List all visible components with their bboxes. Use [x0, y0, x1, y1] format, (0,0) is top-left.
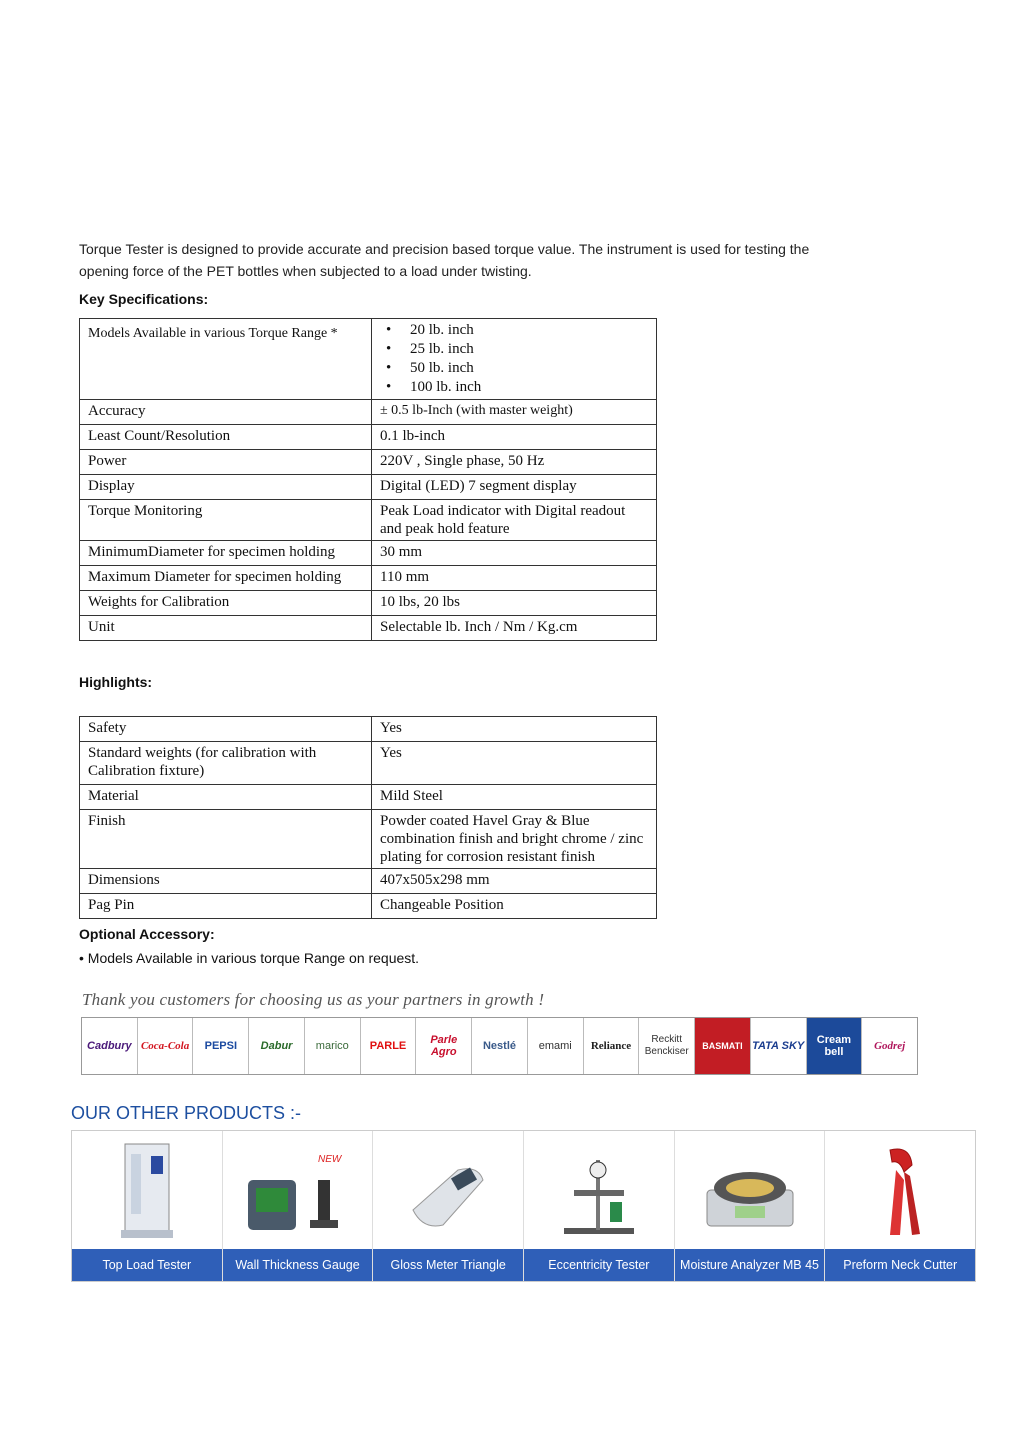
basmati-logo: BASMATI — [695, 1018, 751, 1074]
spec-value: 110 mm — [372, 566, 657, 591]
table-row — [80, 500, 657, 541]
product-card[interactable] — [72, 1131, 223, 1281]
intro-line-1: Torque Tester is designed to provide accurate and precision based torque value. The instrument is used for testing the — [79, 241, 810, 257]
spec-label: Accuracy — [80, 400, 372, 425]
table-row — [80, 810, 657, 869]
spec-value: Digital (LED) 7 segment display — [372, 475, 657, 500]
ranges-list — [380, 321, 648, 397]
nestle-logo: Nestlé — [472, 1018, 528, 1074]
product-card[interactable] — [524, 1131, 675, 1281]
spec-value: 220V , Single phase, 50 Hz — [372, 450, 657, 475]
reckitt-logo: Reckitt Benckiser — [639, 1018, 695, 1074]
other-products-strip — [71, 1130, 976, 1282]
cadbury-logo: Cadbury — [82, 1018, 138, 1074]
svg-text:NEW: NEW — [317, 1154, 341, 1165]
spec-label: Display — [80, 475, 372, 500]
highlights-heading: Highlights: — [79, 674, 153, 690]
table-row — [80, 591, 657, 616]
table-row — [80, 450, 657, 475]
reliance-logo: Reliance — [584, 1018, 640, 1074]
highlight-value: Powder coated Havel Gray & Blue combination finish and bright chrome / zinc plating for corrosion resistant finish — [372, 810, 657, 869]
product-card[interactable] — [373, 1131, 524, 1281]
intro-paragraph — [79, 238, 879, 282]
dabur-logo: Dabur — [249, 1018, 305, 1074]
highlight-label: Safety — [80, 717, 372, 742]
spec-label: MinimumDiameter for specimen holding — [80, 541, 372, 566]
spec-value: 30 mm — [372, 541, 657, 566]
table-row — [80, 742, 657, 785]
table-row — [80, 400, 657, 425]
spec-label: Torque Monitoring — [80, 500, 372, 541]
highlight-value: Mild Steel — [372, 785, 657, 810]
highlight-label: Standard weights (for calibration with Calibration fixture) — [80, 742, 372, 785]
parle-agro-logo: Parle Agro — [416, 1018, 472, 1074]
wall-thickness-gauge-image — [223, 1131, 373, 1249]
coca-cola-logo: Coca-Cola — [138, 1018, 194, 1074]
spec-value: Selectable lb. Inch / Nm / Kg.cm — [372, 616, 657, 641]
product-caption: Top Load Tester — [72, 1249, 222, 1281]
list-item: • 20 lb. inch — [380, 321, 648, 340]
optional-line: • Models Available in various torque Range on request. — [79, 950, 420, 966]
highlight-label: Pag Pin — [80, 894, 372, 919]
list-item: • 50 lb. inch — [380, 359, 648, 378]
parle-logo: PARLE — [361, 1018, 417, 1074]
product-card[interactable] — [223, 1131, 374, 1281]
list-item: • 25 lb. inch — [380, 340, 648, 359]
marico-logo: marico — [305, 1018, 361, 1074]
moisture-analyzer-image — [675, 1131, 825, 1249]
spec-value: 10 lbs, 20 lbs — [372, 591, 657, 616]
models-label: Models Available in various Torque Range * — [80, 319, 372, 400]
spec-label: Unit — [80, 616, 372, 641]
creambell-logo: Cream bell — [807, 1018, 863, 1074]
client-logos-strip — [81, 1017, 918, 1075]
gloss-meter-image — [373, 1131, 523, 1249]
spec-label: Weights for Calibration — [80, 591, 372, 616]
table-row — [80, 541, 657, 566]
table-row — [80, 717, 657, 742]
pepsi-logo: PEPSI — [193, 1018, 249, 1074]
product-caption: Moisture Analyzer MB 45 — [675, 1249, 825, 1281]
other-products-title: OUR OTHER PRODUCTS :- — [71, 1103, 302, 1123]
product-caption: Gloss Meter Triangle — [373, 1249, 523, 1281]
table-row — [80, 785, 657, 810]
optional-heading: Optional Accessory: — [79, 926, 215, 942]
table-row — [80, 616, 657, 641]
highlight-value: Changeable Position — [372, 894, 657, 919]
emami-logo: emami — [528, 1018, 584, 1074]
thank-you-text: Thank you customers for choosing us as your partners in growth ! — [82, 990, 545, 1009]
table-row — [80, 319, 657, 400]
spec-value: Peak Load indicator with Digital readout and peak hold feature — [372, 500, 657, 541]
eccentricity-tester-image — [524, 1131, 674, 1249]
spec-label: Maximum Diameter for specimen holding — [80, 566, 372, 591]
highlight-value: Yes — [372, 742, 657, 785]
top-load-tester-image — [72, 1131, 222, 1249]
table-row — [80, 425, 657, 450]
spec-value: 0.1 lb-inch — [372, 425, 657, 450]
highlight-label: Finish — [80, 810, 372, 869]
product-card[interactable] — [675, 1131, 826, 1281]
product-caption: Wall Thickness Gauge — [223, 1249, 373, 1281]
product-caption: Preform Neck Cutter — [825, 1249, 975, 1281]
table-row — [80, 475, 657, 500]
spec-value: ± 0.5 lb-Inch (with master weight) — [372, 400, 657, 425]
table-row — [80, 894, 657, 919]
intro-line-2: opening force of the PET bottles when subjected to a load under twisting. — [79, 263, 532, 279]
table-row — [80, 566, 657, 591]
key-specs-table — [79, 318, 657, 641]
preform-neck-cutter-image — [825, 1131, 975, 1249]
highlight-label: Material — [80, 785, 372, 810]
highlight-value: Yes — [372, 717, 657, 742]
highlight-label: Dimensions — [80, 869, 372, 894]
highlights-table — [79, 716, 657, 919]
table-row — [80, 869, 657, 894]
spec-label: Least Count/Resolution — [80, 425, 372, 450]
list-item: • 100 lb. inch — [380, 378, 648, 397]
ranges-cell — [372, 319, 657, 400]
key-specs-heading: Key Specifications: — [79, 291, 209, 307]
godrej-logo: Godrej — [874, 1040, 906, 1052]
tata-sky-logo: TATA SKY — [751, 1018, 807, 1074]
product-card[interactable] — [825, 1131, 975, 1281]
highlight-value: 407x505x298 mm — [372, 869, 657, 894]
product-caption: Eccentricity Tester — [524, 1249, 674, 1281]
spec-label: Power — [80, 450, 372, 475]
